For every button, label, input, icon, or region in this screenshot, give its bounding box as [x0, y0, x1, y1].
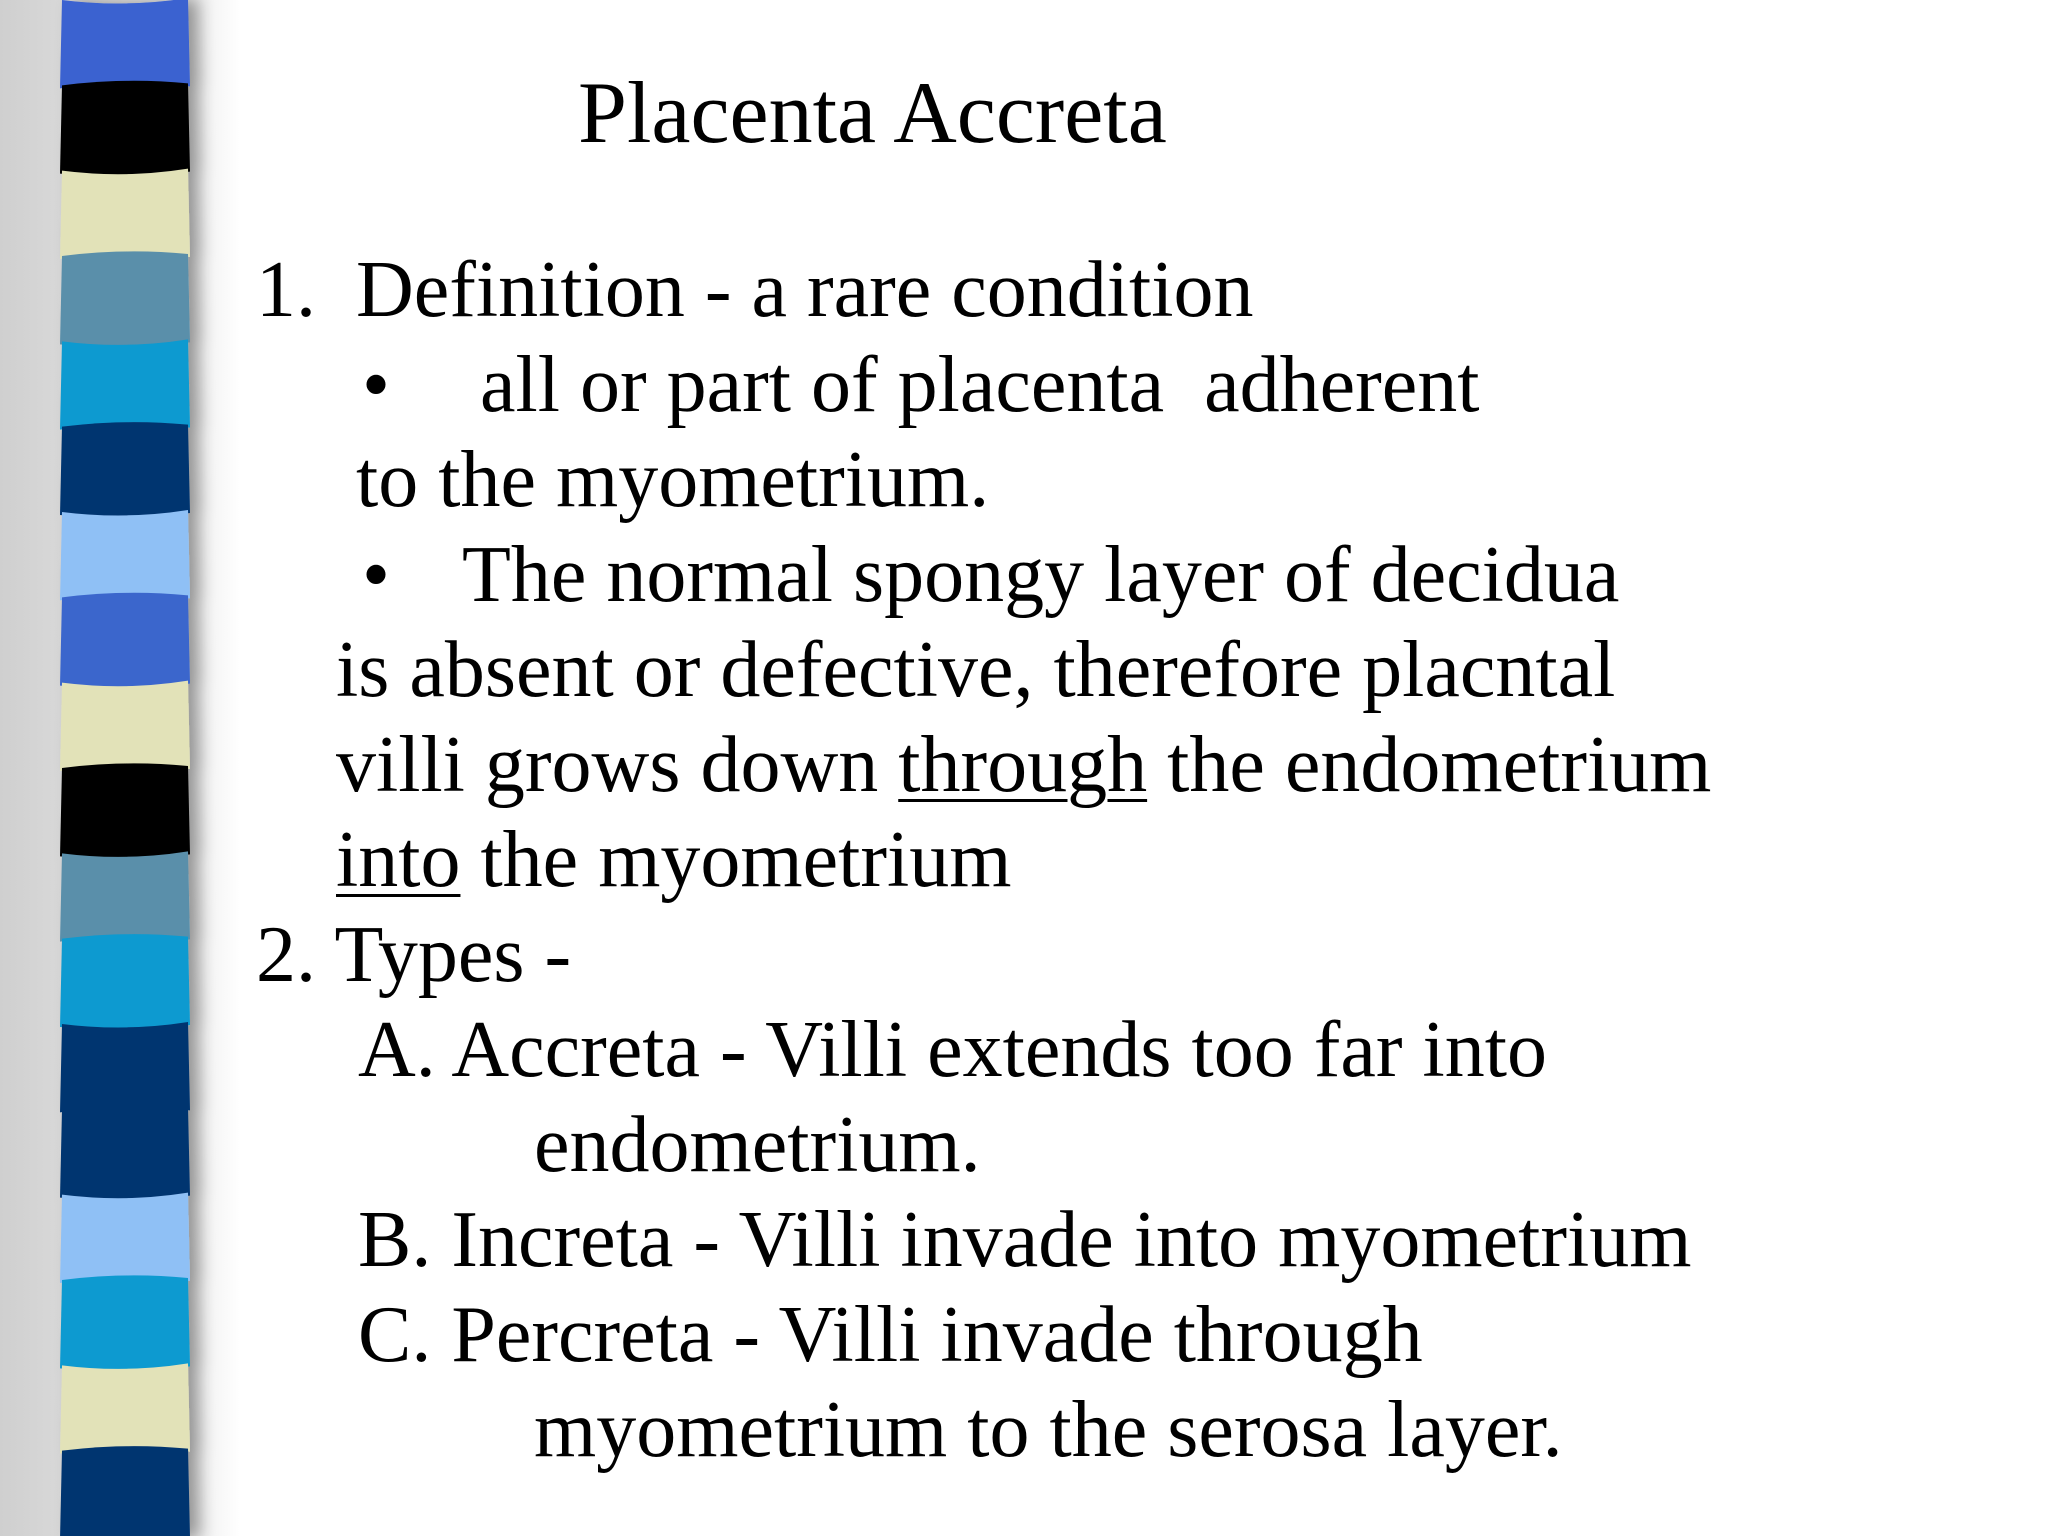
underlined-into: into: [336, 816, 461, 904]
type-a-line-1: A. Accreta - Villi extends too far into: [358, 1006, 1547, 1094]
bullet-2-line-2: is absent or defective, therefore placntal: [336, 626, 1616, 714]
type-a-line-2: endometrium.: [534, 1101, 981, 1189]
line-3-text-end: the endometrium: [1147, 721, 1712, 809]
bullet-2-line-3: [336, 721, 1712, 809]
type-c-line-1: C. Percreta - Villi invade through: [358, 1291, 1423, 1379]
bullet-2-line-4: [336, 816, 1012, 904]
item-1-definition: Definition - a rare condition: [356, 246, 1254, 334]
underlined-through: through: [898, 721, 1148, 809]
line-4-text: the myometrium: [460, 816, 1012, 904]
bullet-1-line-1: all or part of placenta adherent: [480, 341, 1480, 429]
slide-title: Placenta Accreta: [578, 65, 1167, 162]
type-c-line-2: myometrium to the serosa layer.: [534, 1386, 1563, 1474]
bullet-1-line-2: to the myometrium.: [356, 436, 990, 524]
item-1-number: 1.: [256, 246, 316, 334]
line-3-text: villi grows down: [336, 721, 899, 809]
bullet-2-line-1: The normal spongy layer of decidua: [462, 531, 1620, 619]
item-2-types: 2. Types -: [256, 911, 572, 999]
type-b: B. Increta - Villi invade into myometrium: [358, 1196, 1692, 1284]
bullet-icon: •: [362, 341, 391, 429]
bullet-icon: •: [362, 531, 391, 619]
